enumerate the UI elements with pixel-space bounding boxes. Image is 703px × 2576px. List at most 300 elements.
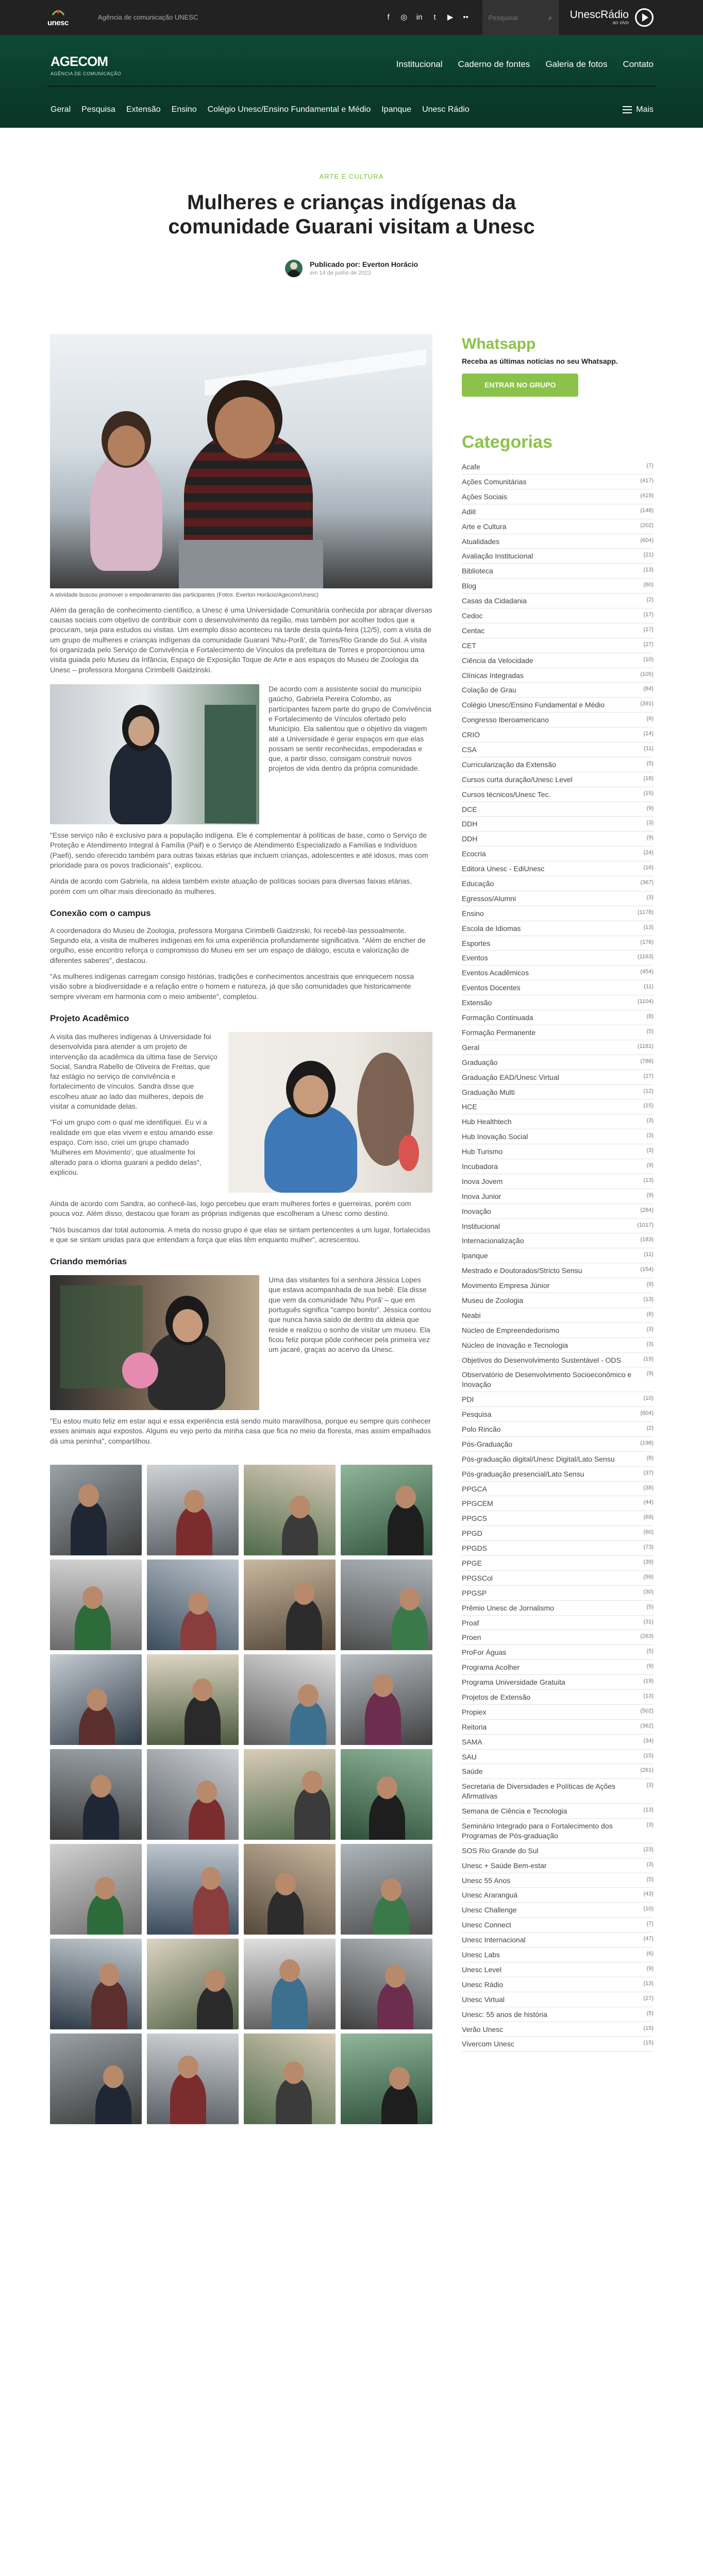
category-name: Neabi: [462, 1311, 481, 1319]
category-item[interactable]: [462, 1541, 654, 1556]
category-name: DDH: [462, 835, 478, 843]
category-count: (9): [646, 1281, 654, 1288]
category-item[interactable]: [462, 1323, 654, 1338]
category-item[interactable]: [462, 832, 654, 846]
category-item[interactable]: [462, 519, 654, 534]
category-item[interactable]: [462, 1992, 654, 2007]
join-whatsapp-button[interactable]: ENTRAR NO GRUPO: [462, 374, 578, 397]
category-name: HCE: [462, 1103, 477, 1111]
category-count: (105): [640, 671, 654, 677]
paragraph: Ainda de acordo com Gabriela, na aldeia também existe atuação de políticas sociais para diversas faixas etárias, porém com um olhar mais direcionado às mulheres.: [50, 877, 412, 895]
content-row: [50, 1275, 432, 1410]
category-item[interactable]: [462, 1660, 654, 1675]
inline-photo[interactable]: [50, 684, 259, 824]
category-item[interactable]: [462, 638, 654, 653]
category-count: (27): [643, 641, 654, 648]
category-count: (15): [643, 2025, 654, 2031]
category-item[interactable]: [462, 802, 654, 817]
author-name: Publicado por: Everton Horácio: [309, 260, 419, 269]
whatsapp-title: Whatsapp: [462, 335, 536, 352]
category-item[interactable]: [462, 698, 654, 713]
subnav-pesquisa[interactable]: Pesquisa: [81, 105, 115, 114]
category-name: Colação de Grau: [462, 686, 516, 694]
category-name: Ecocria: [462, 850, 486, 858]
gallery-photo[interactable]: [341, 1749, 432, 1840]
category-name: Extensão: [462, 998, 492, 1007]
category-item[interactable]: [462, 1556, 654, 1571]
gallery-photo[interactable]: [244, 1844, 336, 1935]
category-count: (39): [643, 1559, 654, 1565]
category-name: Internacionalização: [462, 1236, 524, 1245]
category-name: Mestrado e Doutorados/Stricto Sensu: [462, 1266, 582, 1275]
category-item[interactable]: [462, 1467, 654, 1482]
category-count: (261): [640, 1767, 654, 1774]
category-item[interactable]: [462, 489, 654, 504]
category-count: (1017): [637, 1222, 654, 1228]
nav-institucional[interactable]: Institucional: [396, 59, 443, 69]
category-item[interactable]: [462, 861, 654, 876]
category-item[interactable]: [462, 623, 654, 638]
gallery-photo[interactable]: [147, 2033, 239, 2124]
category-count: (23): [643, 1846, 654, 1853]
article-content: [50, 334, 432, 2124]
category-name: Programa Universidade Gratuita: [462, 1678, 565, 1687]
category-count: (148): [640, 507, 654, 514]
category-name: PPGSCol: [462, 1573, 493, 1582]
category-name: Incubadora: [462, 1162, 498, 1171]
category-item[interactable]: [462, 1025, 654, 1040]
category-item[interactable]: [462, 1422, 654, 1437]
category-name: Programa Acolher: [462, 1663, 520, 1672]
category-item[interactable]: [462, 1437, 654, 1452]
category-name: Unesc: 55 anos de história: [462, 2010, 547, 2019]
category-item[interactable]: [462, 876, 654, 891]
category-item[interactable]: [462, 1690, 654, 1705]
category-name: Avaliação Institucional: [462, 552, 533, 561]
search-icon[interactable]: ⌕: [548, 13, 553, 22]
category-item[interactable]: [462, 1675, 654, 1690]
paragraph: Uma das visitantes foi a senhora Jéssica Lopes que estava acompanhada de sua bebê. Ela disse que vem da comunidade 'Nhu Porã' – que em português significa "campo bonito". Jéssica contou que nunca havia saído de dentro da aldeia que reside e realizou o sonho de visitar um museu. Ela ficou feliz porque pôde conhecer pela primeira vez um jacaré, graças ao acervo da Unesc.: [269, 1276, 431, 1354]
gallery-photo[interactable]: [244, 2033, 336, 2124]
category-count: (15): [643, 1103, 654, 1109]
category-name: SOS Rio Grande do Sul: [462, 1846, 539, 1855]
author-info: [310, 260, 418, 277]
category-item[interactable]: [462, 1918, 654, 1933]
category-item[interactable]: [462, 1720, 654, 1735]
category-item[interactable]: [462, 1586, 654, 1601]
category-item[interactable]: [462, 594, 654, 608]
category-item[interactable]: [462, 579, 654, 594]
category-count: (391): [640, 701, 654, 707]
inline-photo[interactable]: [228, 1032, 432, 1193]
category-item[interactable]: [462, 965, 654, 980]
youtube-icon[interactable]: ▶: [447, 12, 454, 22]
paragraph: "Foi um grupo com o qual me identifiquei. Eu vi a realidade em que elas vivem e estou amando esse espaço. Com isso, criei um grupo chamado 'Mulheres em Movimento', que atualmente foi alterado para o idioma guarani a pedido delas", explicou.: [50, 1118, 213, 1176]
category-item[interactable]: [462, 504, 654, 519]
category-item[interactable]: [462, 1407, 654, 1422]
gallery-photo[interactable]: [244, 1465, 336, 1555]
category-item[interactable]: [462, 1750, 654, 1765]
categories-title: Categorias: [462, 432, 553, 452]
category-name: Pós-graduação presencial/Lato Sensu: [462, 1469, 584, 1478]
category-count: (284): [640, 1207, 654, 1213]
gallery-photo[interactable]: [50, 1465, 142, 1555]
category-item[interactable]: [462, 1779, 654, 1804]
gallery-photo[interactable]: [50, 1560, 142, 1650]
gallery-photo[interactable]: [341, 1654, 432, 1745]
category-item[interactable]: [462, 1353, 654, 1368]
gallery-photo[interactable]: [147, 1560, 239, 1650]
category-name: Eventos Acadêmicos: [462, 969, 529, 977]
category-item[interactable]: [462, 951, 654, 965]
hamburger-icon: [623, 106, 632, 113]
category-name: Verão Unesc: [462, 2025, 504, 2033]
category-count: (419): [640, 492, 654, 499]
gallery-photo[interactable]: [50, 1844, 142, 1935]
paragraph: A visita das mulheres indígenas à Universidade foi desenvolvida para atender a um projeto de intervenção da acadêmica da última fase de Serviço Social, Sandra Rabello de Oliveira de Freitas, que faz estágio no serviço de convivência e fortalecimento de vínculos. Sandra disse que escolheu atuar ao lado das mulheres, depois de visitar a comunidade delas.: [50, 1032, 217, 1111]
category-item[interactable]: [462, 1189, 654, 1204]
category-item[interactable]: [462, 1601, 654, 1616]
category-name: Ações Sociais: [462, 492, 507, 501]
content-row: [50, 1032, 432, 1193]
nav-caderno-de-fontes[interactable]: Caderno de fontes: [458, 59, 530, 69]
subnav-unesc-radio[interactable]: Unesc Rádio: [422, 105, 470, 114]
radio-title: UnescRádio: [570, 8, 629, 21]
brand-name: AGECOM: [51, 54, 108, 69]
category-item[interactable]: [462, 1947, 654, 1962]
category-item[interactable]: [462, 1174, 654, 1189]
category-item[interactable]: [462, 534, 654, 549]
unesc-logo-text: unesc: [47, 18, 69, 27]
category-item[interactable]: [462, 564, 654, 579]
category-count: (13): [643, 924, 654, 930]
category-name: Propiex: [462, 1707, 487, 1716]
category-item[interactable]: [462, 1159, 654, 1174]
category-count: (5): [646, 1876, 654, 1883]
gallery-photo[interactable]: [50, 2033, 142, 2124]
category-item[interactable]: [462, 1070, 654, 1085]
subnav-extensao[interactable]: Extensão: [126, 105, 161, 114]
category-item[interactable]: [462, 2022, 654, 2037]
category-item[interactable]: [462, 1903, 654, 1918]
subnav-ensino[interactable]: Ensino: [171, 105, 197, 114]
category-name: Clínicas Integradas: [462, 671, 524, 680]
paragraph: De acordo com a assistente social do município gaúcho, Gabriela Pereira Colombo, as participantes fazem parte do grupo de Convivência e Fortalecimento de Vínculos ofertado pelo Município. Ela salientou que o objetivo da viagem até a Universidade é gerar espaços em que elas possam se sentir reconhecidas, empoderadas e que, a partir disso, consigam construir novos projetos de vida dentro da própria comunidade.: [269, 684, 431, 773]
category-item[interactable]: [462, 817, 654, 832]
gallery-photo[interactable]: [244, 1560, 336, 1650]
category-item[interactable]: [462, 1873, 654, 1888]
category-count: (13): [643, 567, 654, 573]
category-item[interactable]: [462, 1645, 654, 1660]
category-count: (6): [646, 716, 654, 722]
category-name: Saúde: [462, 1767, 483, 1776]
gallery-photo[interactable]: [147, 1749, 239, 1840]
category-item[interactable]: [462, 1040, 654, 1055]
category-item[interactable]: [462, 1233, 654, 1248]
inline-photo[interactable]: [50, 1275, 259, 1410]
gallery-photo[interactable]: [341, 1844, 432, 1935]
nav-galeria-de-fotos[interactable]: Galeria de fotos: [545, 59, 608, 69]
category-name: Graduação Multi: [462, 1088, 515, 1096]
play-icon[interactable]: [635, 8, 654, 27]
category-count: (3): [646, 1341, 654, 1347]
category-item[interactable]: [462, 980, 654, 995]
category-item[interactable]: [462, 683, 654, 698]
category-count: (21): [643, 552, 654, 558]
category-item[interactable]: [462, 549, 654, 564]
gallery-photo[interactable]: [147, 1465, 239, 1555]
category-item[interactable]: [462, 921, 654, 936]
category-item[interactable]: [462, 1219, 654, 1234]
twitter-icon[interactable]: t: [433, 12, 436, 22]
category-item[interactable]: [462, 1293, 654, 1308]
category-count: (3): [646, 894, 654, 901]
category-item[interactable]: [462, 727, 654, 742]
category-name: Eventos Docentes: [462, 984, 521, 992]
nav-contato[interactable]: Contato: [623, 59, 654, 69]
gallery-photo[interactable]: [244, 1939, 336, 2029]
category-name: ProFor Águas: [462, 1648, 507, 1657]
category-name: Hub Healthtech: [462, 1117, 512, 1126]
category-item[interactable]: [462, 1496, 654, 1511]
category-count: (60): [643, 1529, 654, 1536]
gallery-photo[interactable]: [244, 1749, 336, 1840]
category-item[interactable]: [462, 1616, 654, 1631]
category-count: (11): [644, 1251, 654, 1258]
category-item[interactable]: [462, 1055, 654, 1070]
category-count: (17): [643, 612, 654, 618]
category-item[interactable]: [462, 2037, 654, 2052]
category-count: (9): [646, 1162, 654, 1168]
gallery-photo[interactable]: [341, 2033, 432, 2124]
category-item[interactable]: [462, 1129, 654, 1144]
category-count: (3): [646, 1326, 654, 1332]
category-name: Centac: [462, 626, 485, 635]
category-name: CRIO: [462, 731, 480, 739]
category-name: Pós-Graduação: [462, 1439, 513, 1448]
gallery-photo[interactable]: [147, 1844, 239, 1935]
category-count: (3): [646, 1132, 654, 1139]
article-category[interactable]: ARTE E CULTURA: [319, 173, 384, 180]
category-count: (417): [640, 477, 654, 484]
search-input[interactable]: [489, 14, 540, 22]
category-count: (3): [646, 1822, 654, 1828]
category-name: Observatório de Desenvolvimento Socioeconômico e Inovação: [462, 1370, 632, 1389]
category-name: Movimento Empresa Júnior: [462, 1281, 550, 1290]
category-item[interactable]: [462, 995, 654, 1010]
gallery-photo[interactable]: [50, 1654, 142, 1745]
category-item[interactable]: [462, 772, 654, 787]
category-item[interactable]: [462, 1248, 654, 1263]
category-count: (198): [640, 1439, 654, 1446]
category-name: Unesc Level: [462, 1965, 502, 1974]
category-count: (5): [646, 2010, 654, 2016]
gallery-photo[interactable]: [147, 1939, 239, 2029]
category-item[interactable]: [462, 891, 654, 906]
paragraph: "As mulheres indígenas carregam consigo histórias, tradições e conhecimentos ancestrais que enriquecem nossa visão sobre a biodiversidade e a relação entre o homem e natureza, já que são comunidades que historicamente sempre viveram em harmonia com o meio ambiente", completou.: [50, 972, 414, 1001]
category-name: SAU: [462, 1752, 477, 1761]
category-item[interactable]: [462, 1933, 654, 1947]
category-count: (9): [646, 835, 654, 841]
category-item[interactable]: [462, 1452, 654, 1467]
category-name: Graduação EAD/Unesc Virtual: [462, 1073, 559, 1081]
category-count: (1163): [638, 954, 654, 960]
gallery-photo[interactable]: [244, 1654, 336, 1745]
category-name: Institucional: [462, 1222, 500, 1230]
site-header: [0, 35, 703, 128]
category-name: Hub Turismo: [462, 1147, 503, 1156]
category-item[interactable]: [462, 906, 654, 921]
category-list: [462, 460, 654, 2052]
facebook-icon[interactable]: f: [387, 12, 390, 22]
linkedin-icon[interactable]: in: [416, 12, 423, 22]
more-menu-button[interactable]: [623, 104, 654, 115]
category-name: Unesc + Saúde Bem-estar: [462, 1861, 547, 1870]
category-name: SAMA: [462, 1737, 482, 1746]
paragraph: "Nós buscamos dar total autonomia. A meta do nosso grupo é que elas se sintam pertencentes a um lugar, fortalecidas e que se sintam unidas para que entendam a força que elas têm enquanto mulher", acrescentou.: [50, 1225, 431, 1244]
category-count: (3): [646, 1117, 654, 1124]
category-count: (73): [643, 1544, 654, 1551]
category-count: (13): [643, 1296, 654, 1302]
category-item[interactable]: [462, 2007, 654, 2022]
category-item[interactable]: [462, 1735, 654, 1750]
category-item[interactable]: [462, 460, 654, 474]
category-item[interactable]: [462, 1114, 654, 1129]
category-item[interactable]: [462, 1392, 654, 1407]
category-item[interactable]: [462, 1843, 654, 1858]
category-count: (44): [643, 1499, 654, 1506]
paragraph: "Eu estou muito feliz em estar aqui e essa experiência está sendo muito maravilhosa, porque eu sempre quis conhecer esses animais aqui expostos. Alguns eu vejo perto da minha casa que fica no meio da floresta, mas assim empalhados dá uma peninha", compartilhou.: [50, 1417, 431, 1445]
category-name: Cedoc: [462, 612, 483, 620]
category-item[interactable]: [462, 608, 654, 623]
category-item[interactable]: [462, 787, 654, 802]
more-label: Mais: [636, 105, 654, 114]
category-count: (8): [646, 1013, 654, 1020]
category-count: (1104): [638, 998, 654, 1005]
category-count: (17): [643, 626, 654, 633]
category-name: DDH: [462, 820, 478, 828]
category-count: (9): [646, 1663, 654, 1670]
category-item[interactable]: [462, 1764, 654, 1779]
category-item[interactable]: [462, 1571, 654, 1586]
category-name: Seminário Integrado para o Fortalecimento dos Programas de Pós-graduação: [462, 1822, 613, 1840]
category-item[interactable]: [462, 713, 654, 727]
category-count: (69): [643, 1514, 654, 1521]
category-name: Casas da Cidadania: [462, 597, 527, 605]
category-item[interactable]: [462, 1099, 654, 1114]
photo-gallery: [50, 1465, 432, 2124]
category-count: (7): [646, 463, 654, 469]
category-item[interactable]: [462, 1526, 654, 1541]
agecom-logo[interactable]: [51, 53, 123, 77]
category-count: (3): [646, 1861, 654, 1868]
category-item[interactable]: [462, 1204, 654, 1219]
category-name: Unesc Virtual: [462, 1995, 505, 2004]
category-name: Proen: [462, 1633, 481, 1642]
category-name: Semana de Ciência e Tecnologia: [462, 1807, 567, 1816]
unesc-logo[interactable]: [47, 7, 73, 28]
category-count: (11): [644, 984, 654, 990]
gallery-photo[interactable]: [147, 1654, 239, 1745]
category-item[interactable]: [462, 1278, 654, 1293]
category-name: Esportes: [462, 939, 491, 947]
category-count: (183): [640, 1236, 654, 1243]
category-count: (84): [643, 686, 654, 692]
gallery-photo[interactable]: [341, 1560, 432, 1650]
category-name: Reitoria: [462, 1722, 487, 1731]
category-item[interactable]: [462, 1962, 654, 1977]
category-name: Escola de Idiomas: [462, 924, 521, 933]
category-item[interactable]: [462, 742, 654, 757]
category-name: Unesc 55 Anos: [462, 1876, 511, 1885]
main-photo[interactable]: [50, 334, 432, 588]
category-name: Cursos técnicos/Unesc Tec.: [462, 790, 551, 799]
category-item[interactable]: [462, 1367, 654, 1392]
category-item[interactable]: [462, 1630, 654, 1645]
category-item[interactable]: [462, 936, 654, 951]
category-item[interactable]: [462, 846, 654, 861]
category-count: (10): [643, 1395, 654, 1402]
category-name: Polo Rincão: [462, 1425, 501, 1433]
category-name: Inova Jovem: [462, 1177, 503, 1185]
category-item[interactable]: [462, 1482, 654, 1497]
gallery-photo[interactable]: [50, 1939, 142, 2029]
category-count: (18): [643, 775, 654, 782]
category-item[interactable]: [462, 1338, 654, 1353]
radio-player[interactable]: [570, 8, 654, 27]
category-name: Ciência da Velocidade: [462, 656, 533, 665]
category-item[interactable]: [462, 1308, 654, 1323]
category-item[interactable]: [462, 653, 654, 668]
publish-date: em 14 de junho de 2023: [309, 269, 371, 276]
subnav-colegio[interactable]: Colégio Unesc/Ensino Fundamental e Médio: [207, 105, 371, 114]
subnav-ipanque[interactable]: Ipanque: [381, 105, 412, 114]
paragraph: A coordenadora do Museu de Zoologia, professora Morgana Cirimbelli Gaidzinski, foi recebê-las pessoalmente. Segundo ela, a visita de mulheres indígenas em foi uma experiência profundamente significativa. "Além de encher de orgulho, esse encontro reforça o compromisso do Museu em ser um espaço de diálogo, escuta e valorização de diferentes saberes", destacou.: [50, 926, 426, 964]
category-item[interactable]: [462, 1263, 654, 1278]
category-count: (19): [643, 1678, 654, 1685]
flickr-icon[interactable]: ••: [463, 12, 468, 22]
category-nav: [51, 104, 654, 115]
instagram-icon[interactable]: ◎: [400, 12, 408, 22]
category-item[interactable]: [462, 1511, 654, 1526]
category-item[interactable]: [462, 668, 654, 683]
category-count: (454): [640, 969, 654, 975]
category-name: Formação Continuada: [462, 1013, 533, 1022]
category-item[interactable]: [462, 1819, 654, 1843]
category-item[interactable]: [462, 1858, 654, 1873]
category-item[interactable]: [462, 757, 654, 772]
category-item[interactable]: [462, 1085, 654, 1100]
gallery-photo[interactable]: [341, 1939, 432, 2029]
category-item[interactable]: [462, 1144, 654, 1159]
gallery-photo[interactable]: [341, 1465, 432, 1555]
unesc-logo-mark-icon: [52, 9, 65, 18]
category-name: Editora Unesc - EdiUnesc: [462, 865, 545, 873]
category-count: (362): [640, 1722, 654, 1729]
gallery-photo[interactable]: [50, 1749, 142, 1840]
category-name: CET: [462, 641, 476, 650]
category-name: Proaf: [462, 1618, 479, 1627]
category-item[interactable]: [462, 1804, 654, 1819]
category-item[interactable]: [462, 1977, 654, 1992]
category-item[interactable]: [462, 1888, 654, 1903]
category-count: (804): [640, 1410, 654, 1417]
subnav-geral[interactable]: Geral: [51, 105, 71, 114]
category-item[interactable]: [462, 1010, 654, 1025]
category-count: (5): [646, 1648, 654, 1655]
category-item[interactable]: [462, 1705, 654, 1720]
category-item[interactable]: [462, 474, 654, 489]
